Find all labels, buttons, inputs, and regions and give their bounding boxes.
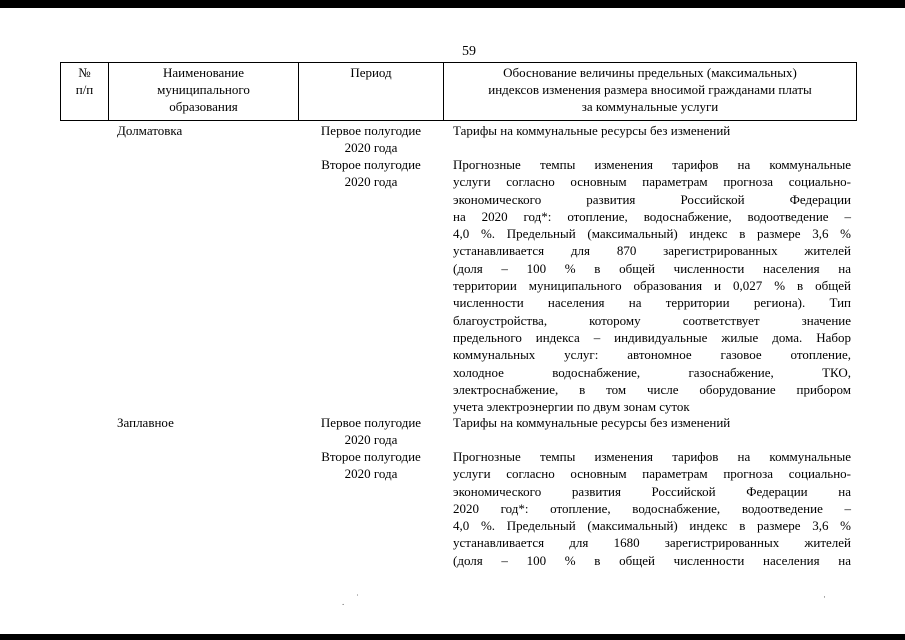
header-name-line: образования [169,99,238,114]
text-line: предельного индекса – индивидуальные жилые дома. Набор [453,329,851,345]
header-name-line: Наименование [163,65,244,80]
text-line: Прогнозные темпы изменения тарифов на коммунальные [453,449,851,464]
text-line: коммунальных услуг: автономное газовое отопление, [453,347,851,363]
scan-speck: ˙ [356,593,359,603]
text-line: (доля – 100 % в общей численности населения на [453,260,851,276]
text-line: холодное водоснабжение, газоснабжение, ТКО, [453,364,851,380]
row-municipality-name: Долматовка [117,123,183,138]
text-line: численности населения на территории региона). Тип [453,295,851,311]
period-line: Первое полугодие [320,123,422,138]
text-line: учета электроэнергии по двум зонам суток [453,399,690,415]
period-line: 2020 года [344,174,398,190]
bottom-scan-border [0,634,905,640]
scan-speck: . [342,597,345,607]
row-municipality-name: Заплавное [117,415,174,430]
period-line: 2020 года [344,466,398,482]
text-line: устанавливается для 870 зарегистрированных жителей [453,243,851,259]
text-line: Прогнозные темпы изменения тарифов на коммунальные [453,157,851,172]
text-line: услуги согласно основным параметрам прогноза социально- [453,466,851,482]
text-line: экономического развития Российской Федерации [453,191,851,207]
header-name-line: муниципального [157,82,250,97]
period-line: Первое полугодие [320,415,422,430]
page-number: 59 [462,44,476,59]
text-line: 2020 год*: отопление, водоснабжение, водоотведение – [453,500,851,516]
header-reason-line: индексов изменения размера вносимой гражданами платы [488,82,812,97]
period-line: 2020 года [344,432,398,448]
header-reason-line: Обоснование величины предельных (максимальных) [503,65,797,80]
text-line: благоустройства, которому соответствует значение [453,312,851,328]
row-period-second-half [299,448,443,483]
top-scan-border [0,0,905,8]
header-top-border [60,62,857,63]
period-line: Второе полугодие [321,157,421,172]
row-period-second-half [299,156,443,191]
header-period [299,64,443,81]
header-number-line: п/п [75,82,94,97]
header-period-line: Период [350,65,392,80]
header-number [61,64,108,98]
text-line: на 2020 год*: отопление, водоснабжение, водоотведение – [453,208,851,224]
header-name [109,64,298,115]
header-right-border [856,63,857,120]
scan-speck: · [823,592,826,602]
text-line: экономического развития Российской Федерации на [453,483,851,499]
text-line: 4,0 %. Предельный (максимальный) индекс в размере 3,6 % [453,518,851,534]
text-line: 4,0 %. Предельный (максимальный) индекс в размере 3,6 % [453,226,851,242]
text-line: территории муниципального образования и 0,027 % в общей [453,278,851,294]
row-period-first-half [299,122,443,157]
period-line: 2020 года [344,140,398,156]
header-reason [444,64,856,115]
text-line: (доля – 100 % в общей численности населения на [453,552,851,568]
header-bottom-border [60,120,857,121]
header-reason-line: за коммунальные услуги [581,99,719,114]
row-period-first-half [299,414,443,449]
period-line: Второе полугодие [321,449,421,464]
text-line: устанавливается для 1680 зарегистрированных жителей [453,535,851,551]
row-reason-tariffs: Тарифы на коммунальные ресурсы без изменений [453,415,731,430]
row-reason-forecast [453,156,851,415]
header-number-line: № [78,65,91,80]
row-reason-forecast [453,448,851,569]
text-line: электроснабжение, в том числе оборудование прибором [453,381,851,397]
text-line: услуги согласно основным параметрам прогноза социально- [453,174,851,190]
row-reason-tariffs: Тарифы на коммунальные ресурсы без изменений [453,123,731,138]
